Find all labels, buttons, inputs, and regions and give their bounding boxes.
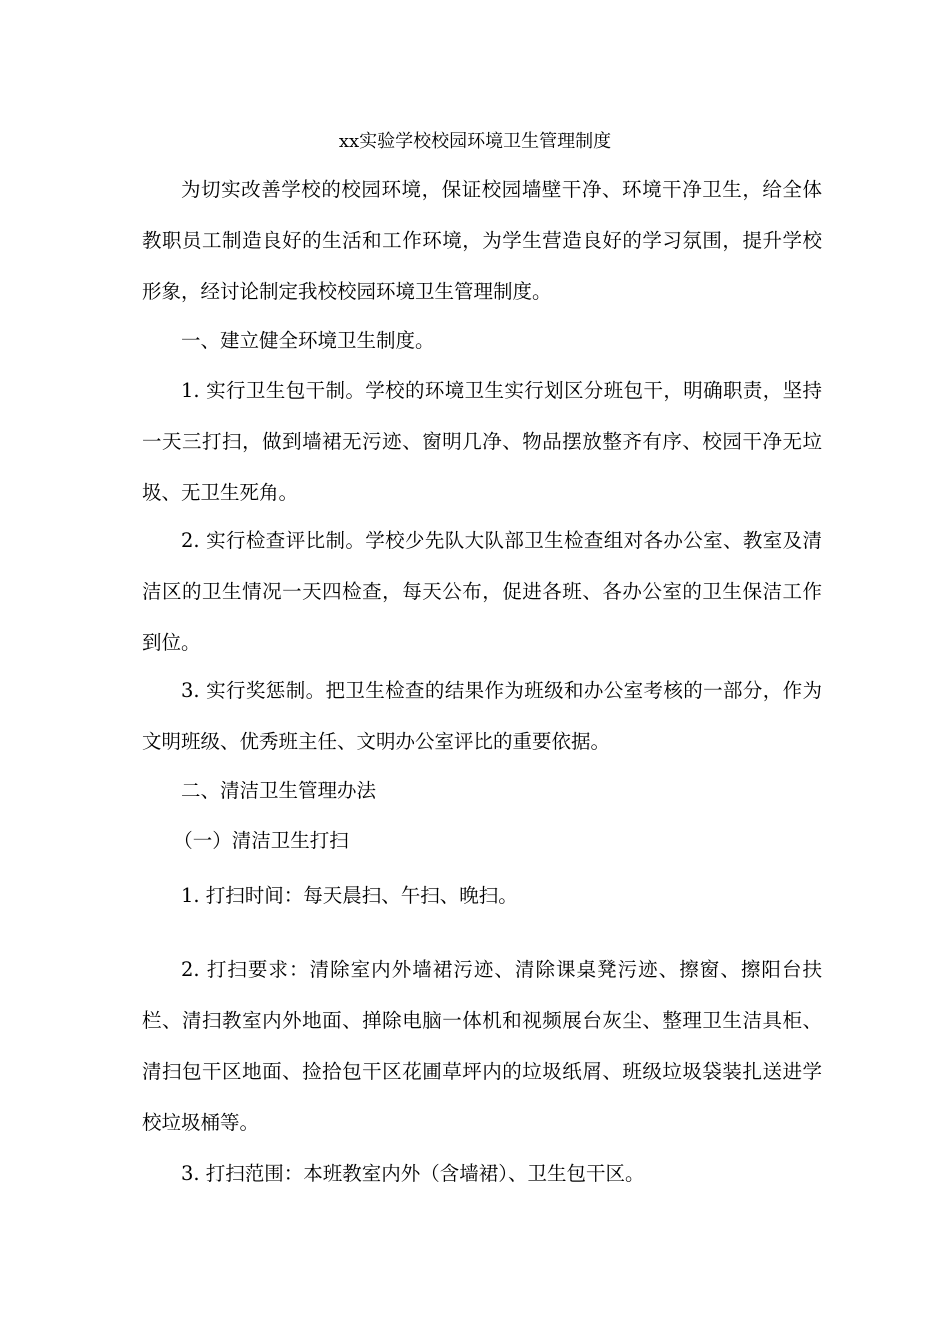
paragraph-item-3: 3. 实行奖惩制。把卫生检查的结果作为班级和办公室考核的一部分，作为文明班级、优秀班主任、文明办公室评比的重要依据。 <box>142 679 822 753</box>
paragraph-item-1: 1. 实行卫生包干制。学校的环境卫生实行划区分班包干，明确职责，坚持一天三打扫，做到墙裙无污迹、窗明几净、物品摆放整齐有序、校园干净无垃圾、无卫生死角。 <box>142 379 822 504</box>
paragraph-clean-requirements: 2. 打扫要求：清除室内外墙裙污迹、清除课桌凳污迹、擦窗、擦阳台扶栏、清扫教室内外地面、掸除电脑一体机和视频展台灰尘、整理卫生洁具柜、清扫包干区地面、捡拾包干区花圃草坪内的垃圾纸屑、班级垃圾袋装扎送进学校垃圾桶等。 <box>142 958 822 1134</box>
section-heading-1: 一、建立健全环境卫生制度。 <box>181 329 435 352</box>
section-heading-2: 二、清洁卫生管理办法 <box>181 779 377 802</box>
document-title: xx实验学校校园环境卫生管理制度 <box>338 131 612 152</box>
paragraph-intro: 为切实改善学校的校园环境，保证校园墙壁干净、环境干净卫生，给全体教职员工制造良好的生活和工作环境，为学生营造良好的学习氛围，提升学校形象，经讨论制定我校校园环境卫生管理制度。 <box>142 178 822 303</box>
paragraph-clean-time: 1. 打扫时间：每天晨扫、午扫、晚扫。 <box>181 884 518 907</box>
paragraph-clean-scope: 3. 打扫范围：本班教室内外（含墙裙）、卫生包干区。 <box>181 1162 645 1185</box>
subsection-heading-1: （一）清洁卫生打扫 <box>173 829 349 852</box>
paragraph-item-2: 2. 实行检查评比制。学校少先队大队部卫生检查组对各办公室、教室及清洁区的卫生情况一天四检查，每天公布，促进各班、各办公室的卫生保洁工作到位。 <box>142 529 822 654</box>
